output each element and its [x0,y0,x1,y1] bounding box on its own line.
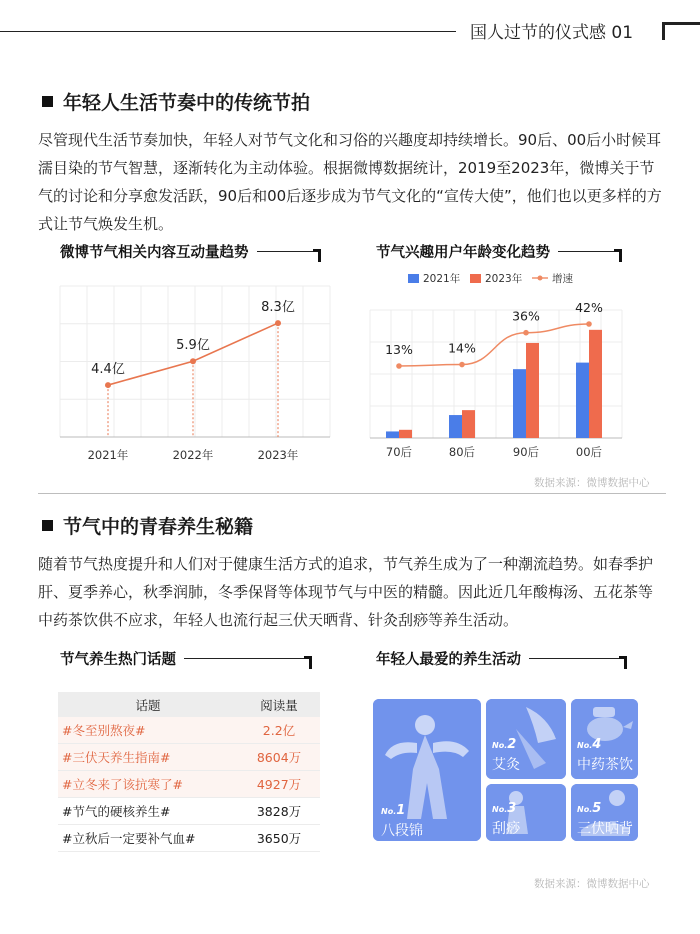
square-bullet-icon [42,96,53,107]
activity-name: 八段锦 [381,823,423,839]
data-point [105,382,111,388]
header-corner-mark [662,22,700,40]
activity-name: 中药茶饮 [577,757,633,773]
data-label: 5.9亿 [176,338,210,354]
rank-label: No.3 [492,801,517,816]
title-tail-mark [529,658,625,659]
topic-cell[interactable]: #立秋后一定要补气血# [62,831,196,846]
title-tail-mark [558,251,620,252]
table-header-reads: 阅读量 [260,697,298,713]
legend-swatch [408,274,419,283]
title-tail-mark [257,251,319,252]
legend-marker [538,276,543,281]
legend-label: 2021年 [423,273,461,285]
chart1-title: 微博节气相关内容互动量趋势 [60,241,319,262]
rank-label: No.5 [577,801,602,816]
bar [589,330,602,438]
x-tick-label: 2022年 [172,448,214,462]
section2-paragraph: 随着节气热度提升和人们对于健康生活方式的追求，节气养生成为了一种潮流趋势。如春季护肝、夏季养心，秋季润肺，冬季保肾等体现节气与中医的精髓。因此近几年酸梅汤、五花茶等中药茶饮供不应求，年轻人也流行起三伏天晒背、针灸刮痧等养生活动。 [38,555,654,629]
growth-label: 36% [512,308,540,324]
legend-label: 2023年 [485,273,523,285]
bar [462,410,475,438]
section2-title: 节气中的青春养生秘籍 [42,512,253,539]
activity-name: 艾灸 [492,757,520,773]
x-tick-label: 2021年 [87,448,129,462]
header-rule [0,31,456,32]
table-row [58,717,320,744]
bar [576,363,589,438]
table-header-row [58,692,320,717]
bar [513,369,526,438]
data-point [190,358,196,364]
growth-point [459,362,465,368]
square-bullet-icon [42,520,53,531]
section1-paragraph: 尽管现代生活节奏加快，年轻人对节气文化和习俗的兴趣度却持续增长。90后、00后小时候耳濡目染的节气智慧，逐渐转化为主动体验。根据微博数据统计，2019至2023年，微博关于节气的讨论和分享愈发活跃，90后和00后逐步成为节气文化的“宣传大使”，他们也以更多样的方式让节气焕发生机。 [38,131,662,233]
growth-point [586,321,592,327]
table-header-topic: 话题 [135,697,161,713]
age-trend-chart [360,270,670,470]
bar [399,430,412,438]
legend-swatch [470,274,481,283]
bar [449,415,462,438]
table-row [58,825,320,852]
activity-tile-moxibustion[interactable] [486,699,566,779]
growth-point [523,330,529,336]
rank-label: No.1 [381,803,406,818]
legend-label: 增速 [552,273,573,285]
activity-tile-baduanjin[interactable] [373,699,481,841]
topics-title: 节气养生热门话题 [60,648,310,669]
activity-tile-sunbathing[interactable] [571,784,638,841]
x-tick-label: 00后 [575,445,603,459]
growth-label: 42% [575,300,603,315]
reads-cell: 2.2亿 [262,723,296,738]
data-point [275,320,281,326]
source-note-1: 数据来源：微博数据中心 [534,477,650,489]
growth-point [396,363,402,369]
x-tick-label: 2023年 [257,448,299,462]
table-row [58,744,320,771]
bar [386,431,399,438]
topic-cell[interactable]: #节气的硬核养生# [62,804,171,819]
series-line [108,323,278,385]
growth-line [399,324,589,366]
title-tail-mark [184,658,310,659]
activities-title: 年轻人最爱的养生活动 [376,648,625,669]
x-tick-label: 70后 [385,445,413,459]
table-row [58,798,320,825]
section-divider [38,493,666,494]
activity-name: 刮痧 [492,821,520,837]
x-tick-label: 90后 [512,445,540,459]
bar [526,343,539,438]
growth-label: 14% [448,340,476,356]
activity-name: 三伏晒背 [577,821,633,837]
topic-cell[interactable]: #三伏天养生指南# [62,750,171,765]
topic-cell[interactable]: #立冬来了该抗寒了# [62,777,183,792]
topic-cell[interactable]: #冬至别熬夜# [62,723,146,738]
reads-cell: 3650万 [256,831,302,846]
rank-label: No.2 [492,737,517,752]
data-label: 4.4亿 [91,362,125,378]
section1-title: 年轻人生活节奏中的传统节拍 [42,88,310,115]
reads-cell: 4927万 [256,777,302,792]
interaction-trend-chart [40,280,340,470]
data-label: 8.3亿 [261,300,295,316]
chart2-title: 节气兴趣用户年龄变化趋势 [376,241,620,262]
activity-tile-herbal-tea[interactable] [571,699,638,779]
rank-label: No.4 [577,737,602,752]
reads-cell: 8604万 [256,750,302,765]
header-title: 国人过节的仪式感 01 [470,23,634,43]
source-note-2: 数据来源：微博数据中心 [534,878,650,890]
growth-label: 13% [385,342,413,357]
topics-table [58,692,320,852]
table-row [58,771,320,798]
activity-tile-guasha[interactable] [486,784,566,841]
x-tick-label: 80后 [448,445,476,459]
reads-cell: 3828万 [256,804,302,819]
